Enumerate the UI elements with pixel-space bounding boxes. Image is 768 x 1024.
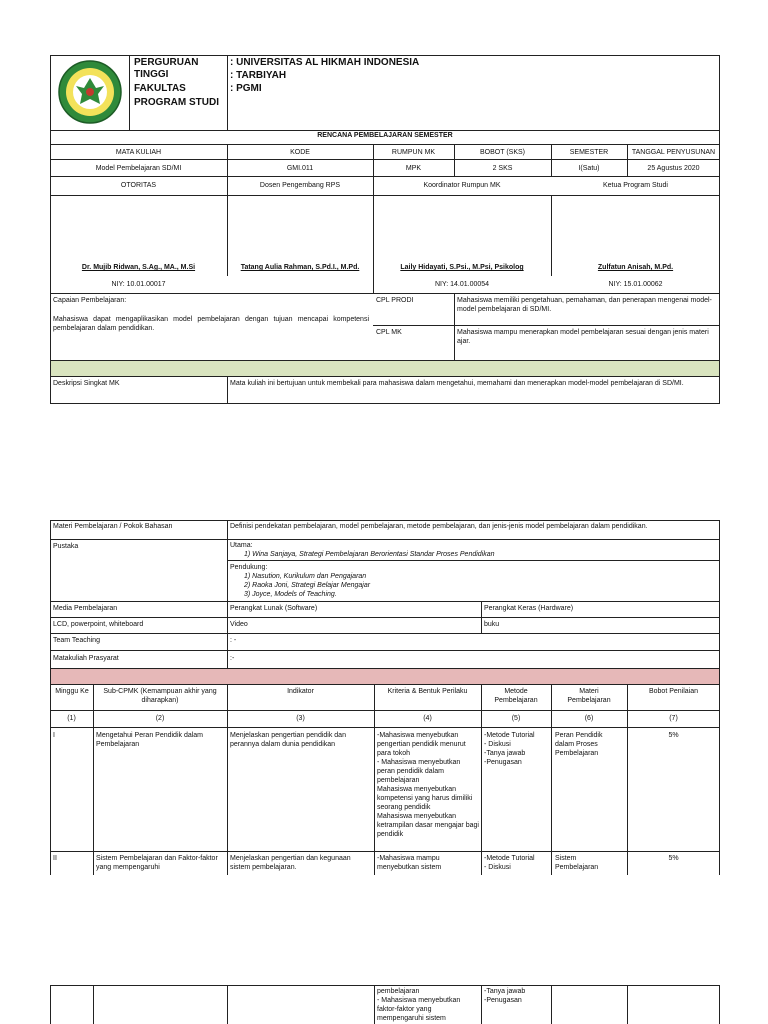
course-value-semester: I(Satu)	[578, 165, 600, 172]
plan-column-number: (7)	[669, 715, 678, 722]
plan-column-number: (3)	[296, 715, 305, 722]
course-value-kode: GMI.011	[286, 165, 314, 172]
authority-header-dosen: Dosen Pengembang RPS	[259, 182, 341, 189]
course-header-bobot: BOBOT (SKS)	[480, 149, 525, 156]
section-separator-green	[51, 361, 719, 376]
signatory-name-otoritas: Dr. Mujib Ridwan, S.Ag., MA., M.Si	[81, 264, 196, 271]
plan-row-subcpmk: Mengetahui Peran Pendidik dalam Pembelajaran	[96, 732, 204, 748]
signatory-name-dosen: Tatang Aulia Rahman, S.Pd.I., M.Pd.	[240, 264, 360, 271]
signatory-niy-otoritas: NIY: 10.01.00017	[111, 281, 166, 288]
materi-label: Materi Pembelajaran / Pokok Bahasan	[53, 523, 173, 530]
plan-row-kriteria: -Mahasiswa mampu menyebutkan sistem	[377, 855, 442, 871]
plan-column-number: (4)	[423, 715, 432, 722]
media-label: Media Pembelajaran	[53, 605, 118, 612]
pustaka-pendukung-label: Pendukung:	[230, 564, 268, 571]
software-value: Video	[230, 621, 248, 628]
course-value-tanggal: 25 Agustus 2020	[647, 165, 700, 172]
signatory-niy-kaprodi: NIY: 15.01.00062	[608, 281, 663, 288]
plan-row-metode: -Metode Tutorial - Diskusi	[484, 855, 535, 871]
team-teaching-label: Team Teaching	[53, 637, 100, 644]
course-header-matakuliah: MATA KULIAH	[115, 149, 162, 156]
plan-row-week: I	[53, 732, 55, 739]
section-separator-pink	[51, 669, 719, 684]
plan-column-number: (2)	[155, 715, 165, 722]
plan-row-bobot: 5%	[668, 855, 679, 862]
hardware-value: buku	[484, 621, 500, 628]
signatory-name-koordinator: Laily Hidayati, S.Psi., M.Psi, Psikolog	[400, 264, 524, 271]
plan-header-subcpmk: Sub-CPMK (Kemampuan akhir yang diharapkan)	[103, 688, 217, 704]
cpl-mk-label: CPL MK	[376, 329, 402, 336]
authority-header-koordinator: Koordinator Rumpun MK	[423, 182, 501, 189]
header-label-tinggi: TINGGI	[134, 69, 169, 80]
university-logo	[56, 58, 124, 126]
software-label: Perangkat Lunak (Software)	[230, 605, 318, 612]
plan-row-bobot: 5%	[668, 732, 679, 739]
document-title: RENCANA PEMBELAJARAN SEMESTER	[317, 132, 453, 139]
plan-header-minggu: Minggu Ke	[55, 688, 89, 695]
plan-header-bobot: Bobot Penilaian	[648, 688, 699, 695]
course-value-matakuliah: Model Pembelajaran SD/MI	[95, 165, 182, 172]
plan-column-number: (1)	[67, 715, 76, 722]
header-value-faculty: : TARBIYAH	[230, 70, 287, 81]
deskripsi-label: Deskripsi Singkat MK	[53, 380, 120, 387]
authority-header-kaprodi: Ketua Program Studi	[603, 182, 668, 189]
plan-column-number: (5)	[511, 715, 521, 722]
header-label-prodi: PROGRAM STUDI	[134, 97, 219, 108]
plan-row-metode: -Metode Tutorial - Diskusi -Tanya jawab -Penugasan	[484, 732, 535, 766]
cpl-mk-text: Mahasiswa mampu menerapkan model pembelajaran sesuai dengan jenis materi ajar.	[457, 329, 709, 345]
course-header-tanggal: TANGGAL PENYUSUNAN	[631, 149, 716, 156]
signatory-name-kaprodi: Zulfatun Anisah, M.Pd.	[597, 264, 674, 271]
plan-column-number: (6)	[584, 715, 594, 722]
course-value-bobot: 2 SKS	[492, 165, 513, 172]
prasyarat-value: :-	[230, 655, 235, 662]
cpl-prodi-text: Mahasiswa memiliki pengetahuan, pemahaman, dan penerapan mengenai model-model pembelajaran di SD/MI.	[457, 297, 712, 313]
course-header-rumpun: RUMPUN MK	[391, 149, 436, 156]
header-value-university: : UNIVERSITAS AL HIKMAH INDONESIA	[230, 57, 420, 68]
plan-header-kriteria: Kriteria & Bentuk Perilaku	[387, 688, 468, 695]
pustaka-pendukung-item: 2) Raoka Joni, Strategi Belajar Mengajar	[244, 582, 371, 589]
plan-row-indikator: Menjelaskan pengertian pendidik dan perannya dalam dunia pendidikan	[230, 732, 346, 748]
header-label-fakultas: FAKULTAS	[134, 83, 186, 94]
header-value-program: : PGMI	[230, 83, 262, 94]
authority-header-otoritas: OTORITAS	[120, 182, 157, 189]
capaian-text: Mahasiswa dapat mengaplikasikan model pembelajaran dengan tujuan mencapai kompetensi pembelajaran dalam pendidikan.	[53, 316, 369, 332]
pustaka-utama-label: Utama:	[230, 542, 253, 549]
plan-row-materi: Peran Pendidik dalam Proses Pembelajaran	[555, 732, 603, 757]
deskripsi-text: Mata kuliah ini bertujuan untuk membekali para mahasiswa dalam mengetahui, memahami dan menerapkan model-model pembelajaran di SD/MI.	[230, 380, 684, 387]
plan-header-indikator: Indikator	[287, 688, 314, 695]
signatory-niy-koordinator: NIY: 14.01.00054	[434, 281, 490, 288]
pustaka-pendukung-item: 3) Joyce, Models of Teaching.	[244, 591, 337, 598]
materi-text: Definisi pendekatan pembelajaran, model pembelajaran, metode pembelajaran, dan jenis-jenis model pembelajaran dalam pendidikan.	[230, 523, 648, 530]
header-label-perguruan: PERGURUAN	[134, 57, 199, 68]
pustaka-label: Pustaka	[53, 543, 79, 550]
pustaka-utama-item: 1) Wina Sanjaya, Strategi Pembelajaran Berorientasi Standar Proses Pendidikan	[244, 551, 495, 558]
plan-header-metode: Metode Pembelajaran	[494, 688, 538, 704]
media-items: LCD, powerpoint, whiteboard	[53, 621, 144, 628]
team-teaching-value: : -	[230, 637, 237, 644]
plan-row-materi: Sistem Pembelajaran	[555, 855, 599, 871]
capaian-label: Capaian Pembelajaran:	[53, 297, 127, 304]
plan-continued-metode: -Tanya jawab -Penugasan	[484, 988, 526, 1004]
course-header-semester: SEMESTER	[569, 149, 609, 156]
plan-row-week: II	[53, 855, 57, 862]
plan-header-materi: Materi Pembelajaran	[567, 688, 611, 704]
course-header-kode: KODE	[290, 149, 310, 156]
hardware-label: Perangkat Keras (Hardware)	[484, 605, 574, 612]
cpl-prodi-label: CPL PRODI	[376, 297, 414, 304]
plan-row-subcpmk: Sistem Pembelajaran dan Faktor-faktor yang mempengaruhi	[96, 855, 218, 871]
plan-row-indikator: Menjelaskan pengertian dan kegunaan sistem pembelajaran.	[230, 855, 351, 871]
course-value-rumpun: MPK	[405, 165, 422, 172]
prasyarat-label: Matakuliah Prasyarat	[53, 655, 119, 662]
plan-continued-kriteria: pembelajaran - Mahasiswa menyebutkan faktor-faktor yang mempengaruhi sistem	[377, 988, 461, 1022]
pustaka-pendukung-item: 1) Nasution, Kurikulum dan Pengajaran	[244, 573, 367, 580]
plan-row-kriteria: -Mahasiswa menyebutkan pengertian pendidik menurut para tokoh - Mahasiswa menyebutkan peran pendidik dalam pembelajaran Mahasiswa menyebutkan kompetensi yang harus dimiliki seorang pendidik Mahasiswa menyebutkan ketrampilan dasar mengajar bagi pendidik	[377, 732, 479, 838]
